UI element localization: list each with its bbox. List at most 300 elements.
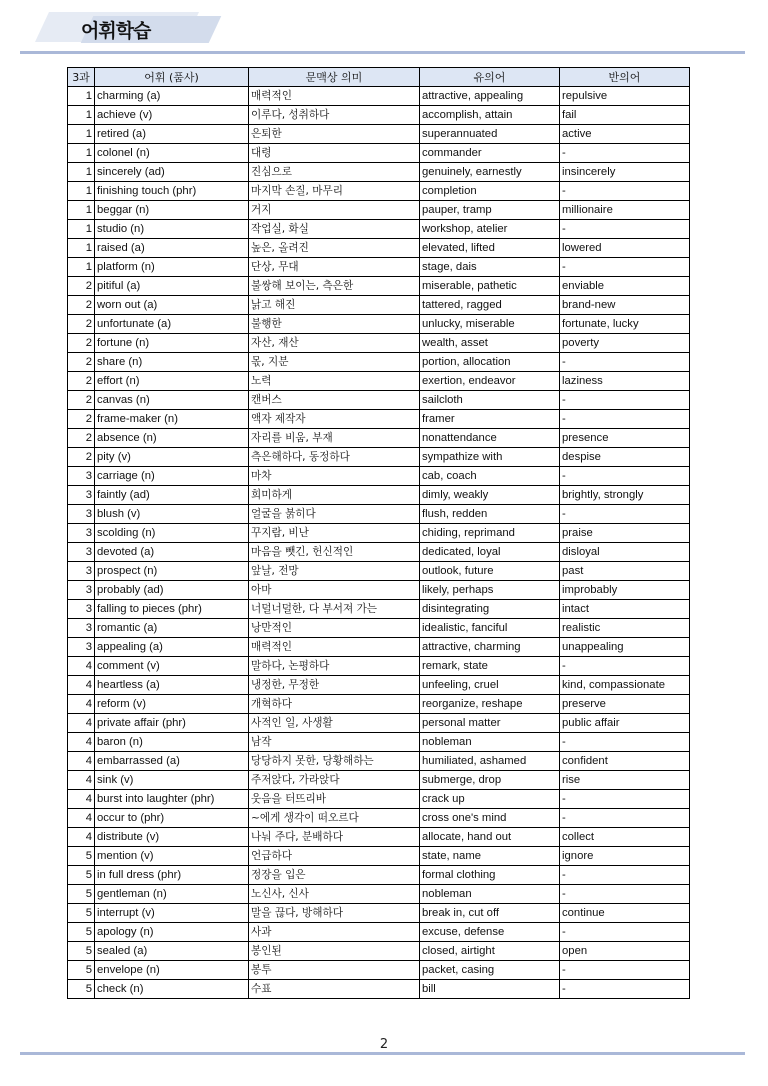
table-row [68, 87, 690, 106]
cell-unit: 5 [68, 847, 95, 866]
cell-word: sealed (a) [95, 942, 249, 961]
cell-synonym: accomplish, attain [420, 106, 560, 125]
cell-synonym: outlook, future [420, 562, 560, 581]
cell-meaning: 액자 제작자 [249, 410, 420, 429]
cell-word: prospect (n) [95, 562, 249, 581]
cell-word: baron (n) [95, 733, 249, 752]
cell-antonym: - [560, 353, 690, 372]
cell-word: reform (v) [95, 695, 249, 714]
cell-unit: 3 [68, 543, 95, 562]
table-row [68, 600, 690, 619]
cell-antonym: intact [560, 600, 690, 619]
table-row [68, 752, 690, 771]
cell-meaning: 진심으로 [249, 163, 420, 182]
cell-antonym: fortunate, lucky [560, 315, 690, 334]
header-word: 어휘 (품사) [95, 68, 249, 87]
cell-word: sincerely (ad) [95, 163, 249, 182]
table-row [68, 334, 690, 353]
cell-word: platform (n) [95, 258, 249, 277]
header-meaning: 문맥상 의미 [249, 68, 420, 87]
cell-antonym: open [560, 942, 690, 961]
cell-unit: 1 [68, 87, 95, 106]
cell-meaning: 아마 [249, 581, 420, 600]
cell-meaning: 마음을 뺏긴, 헌신적인 [249, 543, 420, 562]
cell-synonym: sailcloth [420, 391, 560, 410]
cell-synonym: personal matter [420, 714, 560, 733]
cell-antonym: disloyal [560, 543, 690, 562]
cell-synonym: disintegrating [420, 600, 560, 619]
cell-unit: 4 [68, 828, 95, 847]
cell-antonym: unappealing [560, 638, 690, 657]
cell-antonym: fail [560, 106, 690, 125]
cell-meaning: 자리를 비움, 부재 [249, 429, 420, 448]
cell-word: probably (ad) [95, 581, 249, 600]
cell-word: retired (a) [95, 125, 249, 144]
cell-antonym: - [560, 391, 690, 410]
cell-antonym: kind, compassionate [560, 676, 690, 695]
cell-unit: 5 [68, 866, 95, 885]
cell-synonym: wealth, asset [420, 334, 560, 353]
cell-antonym: - [560, 809, 690, 828]
cell-unit: 4 [68, 809, 95, 828]
cell-antonym: confident [560, 752, 690, 771]
table-row [68, 144, 690, 163]
cell-meaning: 이루다, 성취하다 [249, 106, 420, 125]
cell-unit: 5 [68, 980, 95, 999]
cell-synonym: commander [420, 144, 560, 163]
cell-meaning: 측은해하다, 동정하다 [249, 448, 420, 467]
cell-meaning: 언급하다 [249, 847, 420, 866]
cell-meaning: 얼굴을 붉히다 [249, 505, 420, 524]
header-synonym: 유의어 [420, 68, 560, 87]
vocabulary-table [67, 67, 690, 999]
cell-synonym: stage, dais [420, 258, 560, 277]
cell-unit: 2 [68, 372, 95, 391]
cell-unit: 1 [68, 239, 95, 258]
cell-word: share (n) [95, 353, 249, 372]
table-row [68, 258, 690, 277]
table-row [68, 486, 690, 505]
footer-divider [20, 1052, 745, 1055]
cell-unit: 1 [68, 258, 95, 277]
cell-synonym: superannuated [420, 125, 560, 144]
cell-antonym: - [560, 505, 690, 524]
cell-meaning: 노력 [249, 372, 420, 391]
table-row [68, 543, 690, 562]
table-row [68, 391, 690, 410]
cell-synonym: portion, allocation [420, 353, 560, 372]
cell-meaning: 봉투 [249, 961, 420, 980]
cell-unit: 5 [68, 904, 95, 923]
cell-unit: 1 [68, 106, 95, 125]
cell-meaning: 주저앉다, 가라앉다 [249, 771, 420, 790]
cell-unit: 1 [68, 220, 95, 239]
table-row [68, 657, 690, 676]
cell-antonym: - [560, 467, 690, 486]
cell-unit: 2 [68, 429, 95, 448]
cell-unit: 2 [68, 334, 95, 353]
cell-antonym: rise [560, 771, 690, 790]
cell-word: burst into laughter (phr) [95, 790, 249, 809]
cell-meaning: 남작 [249, 733, 420, 752]
cell-meaning: 사적인 일, 사생활 [249, 714, 420, 733]
cell-antonym: - [560, 258, 690, 277]
table-row [68, 828, 690, 847]
cell-word: fortune (n) [95, 334, 249, 353]
cell-meaning: 대령 [249, 144, 420, 163]
cell-word: sink (v) [95, 771, 249, 790]
cell-word: absence (n) [95, 429, 249, 448]
cell-word: embarrassed (a) [95, 752, 249, 771]
cell-meaning: 매력적인 [249, 87, 420, 106]
cell-antonym: millionaire [560, 201, 690, 220]
table-row [68, 562, 690, 581]
cell-unit: 3 [68, 581, 95, 600]
cell-antonym: - [560, 182, 690, 201]
cell-antonym: despise [560, 448, 690, 467]
cell-word: scolding (n) [95, 524, 249, 543]
cell-synonym: nonattendance [420, 429, 560, 448]
cell-unit: 4 [68, 676, 95, 695]
cell-unit: 5 [68, 942, 95, 961]
table-body [68, 87, 690, 999]
cell-word: pity (v) [95, 448, 249, 467]
cell-synonym: idealistic, fanciful [420, 619, 560, 638]
cell-meaning: 마지막 손질, 마무리 [249, 182, 420, 201]
cell-unit: 2 [68, 410, 95, 429]
cell-antonym: - [560, 866, 690, 885]
cell-antonym: continue [560, 904, 690, 923]
cell-word: falling to pieces (phr) [95, 600, 249, 619]
cell-synonym: submerge, drop [420, 771, 560, 790]
cell-unit: 4 [68, 771, 95, 790]
table-row [68, 695, 690, 714]
table-row [68, 467, 690, 486]
page-number: 2 [379, 1037, 389, 1052]
cell-unit: 4 [68, 695, 95, 714]
cell-word: effort (n) [95, 372, 249, 391]
cell-antonym: - [560, 885, 690, 904]
cell-unit: 1 [68, 182, 95, 201]
cell-unit: 1 [68, 201, 95, 220]
cell-meaning: 개혁하다 [249, 695, 420, 714]
cell-synonym: crack up [420, 790, 560, 809]
cell-antonym: - [560, 410, 690, 429]
cell-meaning: 거지 [249, 201, 420, 220]
cell-antonym: poverty [560, 334, 690, 353]
cell-unit: 4 [68, 752, 95, 771]
table-row [68, 239, 690, 258]
cell-unit: 2 [68, 391, 95, 410]
cell-synonym: miserable, pathetic [420, 277, 560, 296]
cell-unit: 2 [68, 277, 95, 296]
cell-unit: 3 [68, 562, 95, 581]
cell-word: carriage (n) [95, 467, 249, 486]
page-title: 어휘학습 [81, 20, 151, 42]
cell-word: check (n) [95, 980, 249, 999]
cell-antonym: brand-new [560, 296, 690, 315]
cell-meaning: 은퇴한 [249, 125, 420, 144]
cell-unit: 2 [68, 315, 95, 334]
cell-meaning: 매력적인 [249, 638, 420, 657]
cell-synonym: dimly, weakly [420, 486, 560, 505]
cell-antonym: praise [560, 524, 690, 543]
cell-word: romantic (a) [95, 619, 249, 638]
cell-synonym: humiliated, ashamed [420, 752, 560, 771]
cell-synonym: unlucky, miserable [420, 315, 560, 334]
cell-antonym: realistic [560, 619, 690, 638]
table-row [68, 771, 690, 790]
cell-word: beggar (n) [95, 201, 249, 220]
cell-unit: 3 [68, 505, 95, 524]
cell-synonym: attractive, charming [420, 638, 560, 657]
cell-meaning: 너덜너덜한, 다 부서져 가는 [249, 600, 420, 619]
cell-synonym: workshop, atelier [420, 220, 560, 239]
table-row [68, 182, 690, 201]
cell-word: appealing (a) [95, 638, 249, 657]
cell-word: finishing touch (phr) [95, 182, 249, 201]
cell-unit: 5 [68, 923, 95, 942]
cell-word: apology (n) [95, 923, 249, 942]
cell-word: pitiful (a) [95, 277, 249, 296]
cell-antonym: - [560, 657, 690, 676]
table-row [68, 581, 690, 600]
cell-word: devoted (a) [95, 543, 249, 562]
table-row [68, 524, 690, 543]
cell-antonym: - [560, 144, 690, 163]
cell-word: comment (v) [95, 657, 249, 676]
cell-synonym: state, name [420, 847, 560, 866]
table-row [68, 353, 690, 372]
cell-antonym: active [560, 125, 690, 144]
cell-synonym: sympathize with [420, 448, 560, 467]
cell-synonym: break in, cut off [420, 904, 560, 923]
cell-unit: 3 [68, 467, 95, 486]
cell-meaning: 작업실, 화실 [249, 220, 420, 239]
cell-word: occur to (phr) [95, 809, 249, 828]
cell-unit: 5 [68, 961, 95, 980]
cell-antonym: brightly, strongly [560, 486, 690, 505]
cell-meaning: 봉인된 [249, 942, 420, 961]
table-row [68, 106, 690, 125]
table-row [68, 923, 690, 942]
cell-meaning: 앞날, 전망 [249, 562, 420, 581]
cell-meaning: 웃음을 터뜨리바 [249, 790, 420, 809]
cell-meaning: ~에게 생각이 떠오르다 [249, 809, 420, 828]
cell-word: envelope (n) [95, 961, 249, 980]
cell-meaning: 단상, 무대 [249, 258, 420, 277]
header-divider [20, 51, 745, 54]
cell-synonym: nobleman [420, 733, 560, 752]
table-row [68, 315, 690, 334]
table-row [68, 619, 690, 638]
cell-antonym: preserve [560, 695, 690, 714]
header-antonym: 반의어 [560, 68, 690, 87]
cell-meaning: 꾸지람, 비난 [249, 524, 420, 543]
cell-antonym: ignore [560, 847, 690, 866]
cell-meaning: 몫, 지분 [249, 353, 420, 372]
cell-unit: 4 [68, 790, 95, 809]
table-row [68, 961, 690, 980]
cell-meaning: 높은, 올려진 [249, 239, 420, 258]
header-unit: 3과 [68, 68, 95, 87]
cell-unit: 2 [68, 296, 95, 315]
cell-meaning: 낭만적인 [249, 619, 420, 638]
cell-synonym: completion [420, 182, 560, 201]
cell-unit: 4 [68, 714, 95, 733]
cell-antonym: - [560, 790, 690, 809]
table-row [68, 296, 690, 315]
cell-meaning: 희미하게 [249, 486, 420, 505]
cell-word: faintly (ad) [95, 486, 249, 505]
cell-meaning: 자산, 재산 [249, 334, 420, 353]
cell-word: charming (a) [95, 87, 249, 106]
table-row [68, 809, 690, 828]
cell-word: studio (n) [95, 220, 249, 239]
table-row [68, 714, 690, 733]
cell-word: mention (v) [95, 847, 249, 866]
cell-word: in full dress (phr) [95, 866, 249, 885]
table-row [68, 676, 690, 695]
cell-meaning: 낡고 해진 [249, 296, 420, 315]
table-row [68, 163, 690, 182]
cell-unit: 3 [68, 619, 95, 638]
cell-synonym: packet, casing [420, 961, 560, 980]
cell-synonym: allocate, hand out [420, 828, 560, 847]
cell-antonym: improbably [560, 581, 690, 600]
table-row [68, 429, 690, 448]
table-row [68, 505, 690, 524]
cell-antonym: lowered [560, 239, 690, 258]
cell-antonym: - [560, 220, 690, 239]
cell-synonym: exertion, endeavor [420, 372, 560, 391]
cell-synonym: dedicated, loyal [420, 543, 560, 562]
header-banner [35, 12, 195, 44]
cell-word: heartless (a) [95, 676, 249, 695]
cell-meaning: 수표 [249, 980, 420, 999]
table-row [68, 980, 690, 999]
table-row [68, 904, 690, 923]
cell-unit: 4 [68, 657, 95, 676]
table-row [68, 372, 690, 391]
cell-word: colonel (n) [95, 144, 249, 163]
table-row [68, 201, 690, 220]
cell-meaning: 정장을 입은 [249, 866, 420, 885]
cell-unit: 3 [68, 600, 95, 619]
cell-unit: 3 [68, 486, 95, 505]
table-row [68, 942, 690, 961]
cell-synonym: elevated, lifted [420, 239, 560, 258]
cell-word: frame-maker (n) [95, 410, 249, 429]
cell-meaning: 마차 [249, 467, 420, 486]
cell-antonym: enviable [560, 277, 690, 296]
cell-meaning: 불행한 [249, 315, 420, 334]
cell-antonym: - [560, 980, 690, 999]
cell-antonym: past [560, 562, 690, 581]
cell-unit: 1 [68, 144, 95, 163]
cell-word: worn out (a) [95, 296, 249, 315]
cell-meaning: 사과 [249, 923, 420, 942]
cell-word: achieve (v) [95, 106, 249, 125]
table-row [68, 733, 690, 752]
table-row [68, 866, 690, 885]
cell-synonym: unfeeling, cruel [420, 676, 560, 695]
table-row [68, 277, 690, 296]
table-row [68, 448, 690, 467]
cell-synonym: nobleman [420, 885, 560, 904]
cell-word: distribute (v) [95, 828, 249, 847]
cell-unit: 3 [68, 524, 95, 543]
cell-meaning: 말하다, 논평하다 [249, 657, 420, 676]
cell-meaning: 냉정한, 무정한 [249, 676, 420, 695]
cell-word: private affair (phr) [95, 714, 249, 733]
cell-synonym: chiding, reprimand [420, 524, 560, 543]
cell-antonym: - [560, 961, 690, 980]
cell-synonym: tattered, ragged [420, 296, 560, 315]
cell-synonym: cross one's mind [420, 809, 560, 828]
cell-unit: 4 [68, 733, 95, 752]
cell-word: blush (v) [95, 505, 249, 524]
cell-synonym: likely, perhaps [420, 581, 560, 600]
cell-meaning: 말을 끊다, 방해하다 [249, 904, 420, 923]
table-row [68, 885, 690, 904]
cell-unit: 3 [68, 638, 95, 657]
cell-antonym: - [560, 923, 690, 942]
table-row [68, 847, 690, 866]
cell-unit: 1 [68, 125, 95, 144]
cell-synonym: closed, airtight [420, 942, 560, 961]
cell-synonym: bill [420, 980, 560, 999]
table-row [68, 125, 690, 144]
cell-synonym: excuse, defense [420, 923, 560, 942]
cell-antonym: repulsive [560, 87, 690, 106]
table-row [68, 410, 690, 429]
cell-synonym: pauper, tramp [420, 201, 560, 220]
table-row [68, 638, 690, 657]
cell-synonym: remark, state [420, 657, 560, 676]
cell-synonym: framer [420, 410, 560, 429]
cell-word: interrupt (v) [95, 904, 249, 923]
cell-meaning: 불쌍해 보이는, 측은한 [249, 277, 420, 296]
cell-unit: 1 [68, 163, 95, 182]
cell-antonym: presence [560, 429, 690, 448]
cell-unit: 2 [68, 353, 95, 372]
cell-word: raised (a) [95, 239, 249, 258]
cell-synonym: cab, coach [420, 467, 560, 486]
cell-antonym: laziness [560, 372, 690, 391]
cell-unit: 2 [68, 448, 95, 467]
cell-unit: 5 [68, 885, 95, 904]
table-header-row [68, 68, 690, 87]
cell-meaning: 노신사, 신사 [249, 885, 420, 904]
cell-antonym: public affair [560, 714, 690, 733]
table-row [68, 220, 690, 239]
cell-meaning: 당당하지 못한, 당황해하는 [249, 752, 420, 771]
cell-synonym: reorganize, reshape [420, 695, 560, 714]
cell-synonym: formal clothing [420, 866, 560, 885]
cell-synonym: attractive, appealing [420, 87, 560, 106]
cell-antonym: insincerely [560, 163, 690, 182]
cell-synonym: genuinely, earnestly [420, 163, 560, 182]
cell-antonym: collect [560, 828, 690, 847]
cell-word: gentleman (n) [95, 885, 249, 904]
cell-antonym: - [560, 733, 690, 752]
cell-synonym: flush, redden [420, 505, 560, 524]
table-row [68, 790, 690, 809]
cell-word: unfortunate (a) [95, 315, 249, 334]
cell-word: canvas (n) [95, 391, 249, 410]
cell-meaning: 나눠 주다, 분배하다 [249, 828, 420, 847]
